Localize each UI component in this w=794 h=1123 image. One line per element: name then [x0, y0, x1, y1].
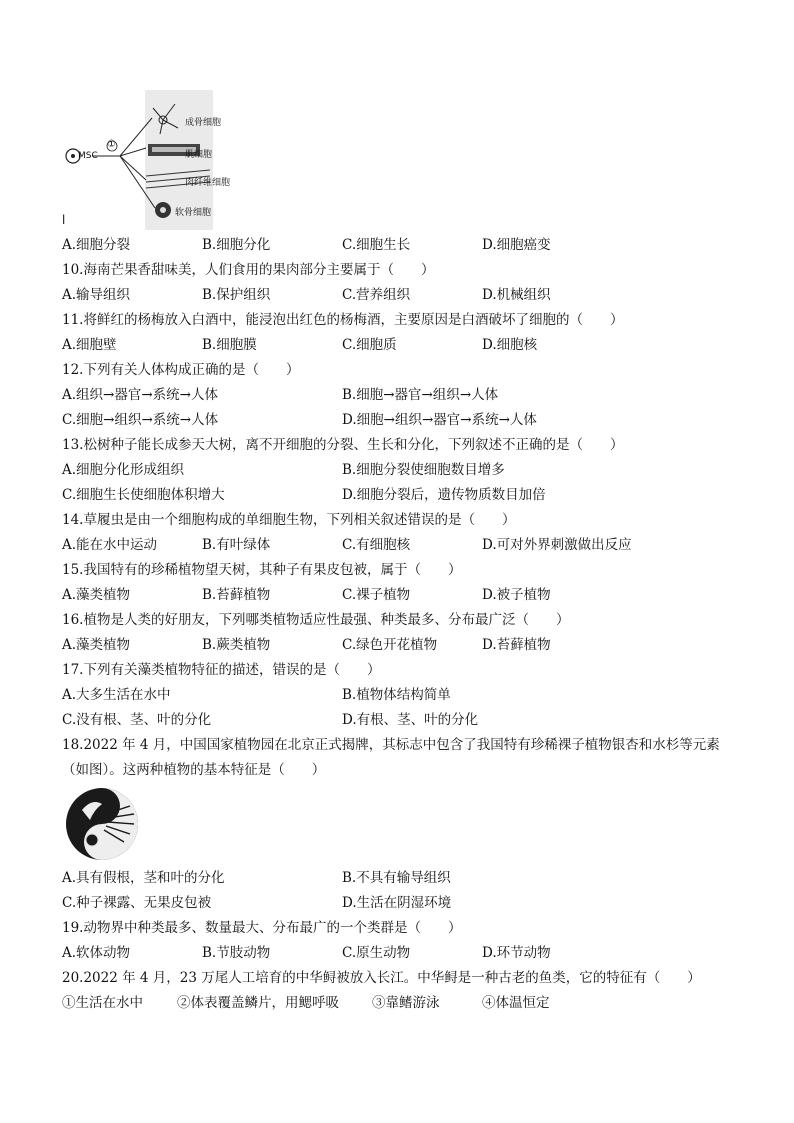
q12-stem: 12.下列有关人体构成正确的是（ ） — [62, 362, 300, 378]
cell-label-fibroblast: 肉纤维细胞 — [185, 178, 231, 188]
q9-option-b: B.细胞分化 — [202, 237, 271, 253]
q19-option-c: C.原生动物 — [342, 945, 411, 961]
q9-option-d: D.细胞癌变 — [482, 237, 551, 253]
q15-option-c: C.裸子植物 — [342, 587, 411, 603]
q19-option-a: A.软体动物 — [62, 945, 131, 961]
q17-option-a: A.大多生活在水中 — [62, 687, 171, 703]
q12-option-b: B.细胞→器官→组织→人体 — [342, 387, 499, 403]
q11-option-d: D.细胞核 — [482, 337, 538, 353]
q16-option-b: B.蕨类植物 — [202, 637, 271, 653]
origin-label: MSC — [78, 151, 98, 161]
q13-option-d: D.细胞分裂后，遗传物质数目加倍 — [342, 487, 546, 503]
q9-option-c: C.细胞生长 — [342, 237, 411, 253]
q14-stem: 14.草履虫是由一个细胞构成的单细胞生物，下列相关叙述错误的是（ ） — [62, 512, 516, 528]
q19-option-d: D.环节动物 — [482, 945, 551, 961]
q10-stem: 10.海南芒果香甜味美，人们食用的果肉部分主要属于（ ） — [62, 262, 435, 278]
cell-differentiation-figure — [60, 90, 245, 230]
q12-option-a: A.组织→器官→系统→人体 — [62, 387, 218, 403]
q17-option-c: C.没有根、茎、叶的分化 — [62, 712, 212, 728]
q15-option-d: D.被子植物 — [482, 587, 551, 603]
q17-stem: 17.下列有关藻类植物特征的描述，错误的是（ ） — [62, 662, 381, 678]
cell-label-chondrocyte: 软骨细胞 — [175, 208, 212, 218]
q17-option-d: D.有根、茎、叶的分化 — [342, 712, 479, 728]
q10-option-b: B.保护组织 — [202, 287, 271, 303]
q18-option-d: D.生活在阴湿环境 — [342, 895, 452, 911]
q20-stem: 20.2022 年 4 月，23 万尾人工培育的中华鲟被放入长江。中华鲟是一种古老的鱼类，它的特征有（ ） — [62, 970, 701, 986]
q18-option-a: A.具有假根，茎和叶的分化 — [62, 870, 225, 886]
q12-option-c: C.细胞→组织→系统→人体 — [62, 412, 219, 428]
q14-option-a: A.能在水中运动 — [62, 537, 158, 553]
q11-option-c: C.细胞质 — [342, 337, 397, 353]
botanical-garden-logo — [62, 784, 142, 864]
q18-stem: 18.2022 年 4 月，中国国家植物园在北京正式揭牌，其标志中包含了我国特有珍稀裸子植物银杏和水杉等元素 — [62, 737, 720, 753]
q16-option-c: C.绿色开花植物 — [342, 637, 438, 653]
q14-option-c: C.有细胞核 — [342, 537, 411, 553]
q12-option-d: D.细胞→组织→器官→系统→人体 — [342, 412, 537, 428]
q13-option-c: C.细胞生长使细胞体积增大 — [62, 487, 225, 503]
cell-label-osteoblast: 成骨细胞 — [185, 118, 222, 128]
q19-stem: 19.动物界中种类最多、数量最大、分布最广的一个类群是（ ） — [62, 920, 462, 936]
q20-item-2: ②体表覆盖鳞片，用鳃呼吸 — [177, 995, 339, 1011]
logo-image — [62, 784, 142, 864]
q15-stem: 15.我国特有的珍稀植物望天树，其种子有果皮包被，属于（ ） — [62, 562, 462, 578]
q15-option-a: A.藻类植物 — [62, 587, 131, 603]
q11-option-a: A.细胞壁 — [62, 337, 117, 353]
q11-option-b: B.细胞膜 — [202, 337, 257, 353]
q10-option-d: D.机械组织 — [482, 287, 551, 303]
q20-item-4: ④体温恒定 — [482, 995, 550, 1011]
q18-stem-cont: （如图）。这两种植物的基本特征是（ ） — [62, 762, 326, 778]
q18-option-c: C.种子裸露、无果皮包被 — [62, 895, 212, 911]
q14-option-b: B.有叶绿体 — [202, 537, 271, 553]
q9-option-a: A.细胞分裂 — [62, 237, 131, 253]
step-label: ① — [107, 139, 116, 150]
q10-option-c: C.营养组织 — [342, 287, 411, 303]
q13-option-b: B.细胞分裂使细胞数目增多 — [342, 462, 505, 478]
q17-option-b: B.植物体结构简单 — [342, 687, 451, 703]
q15-option-b: B.苔藓植物 — [202, 587, 271, 603]
q14-option-d: D.可对外界刺激做出反应 — [482, 537, 632, 553]
cell-label-muscle: 肌细胞 — [185, 150, 213, 160]
q19-option-b: B.节肢动物 — [202, 945, 271, 961]
q13-option-a: A.细胞分化形成组织 — [62, 462, 185, 478]
stray-mark: l — [62, 213, 66, 227]
q20-item-1: ①生活在水中 — [62, 995, 143, 1011]
q10-option-a: A.输导组织 — [62, 287, 131, 303]
q18-option-b: B.不具有输导组织 — [342, 870, 451, 886]
q11-stem: 11.将鲜红的杨梅放入白酒中，能浸泡出红色的杨梅酒，主要原因是白酒破坏了细胞的（ ） — [62, 312, 624, 328]
q16-option-a: A.藻类植物 — [62, 637, 131, 653]
q20-item-3: ③靠鳍游泳 — [372, 995, 440, 1011]
q16-option-d: D.苔藓植物 — [482, 637, 551, 653]
q13-stem: 13.松树种子能长成参天大树，离不开细胞的分裂、生长和分化，下列叙述不正确的是（ ） — [62, 437, 624, 453]
q16-stem: 16.植物是人类的好朋友，下列哪类植物适应性最强、种类最多、分布最广泛（ ） — [62, 612, 570, 628]
